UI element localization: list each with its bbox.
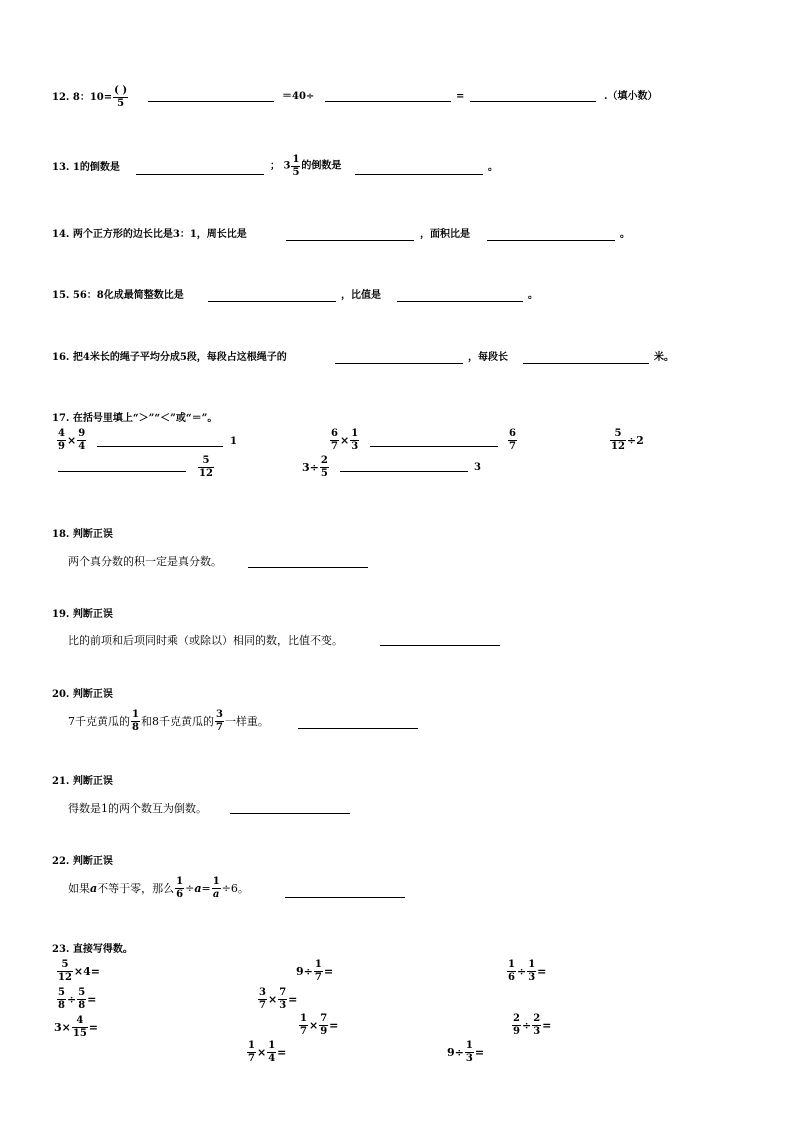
- q17-e2-rn: 6: [509, 428, 516, 439]
- q23-i4-op: ÷: [66, 993, 77, 1006]
- q12-blank-2[interactable]: [325, 101, 451, 102]
- q17-blank-4[interactable]: [340, 471, 468, 472]
- q17-e1-op: ×: [66, 434, 77, 447]
- q23-i3-op: ÷: [516, 965, 527, 978]
- q23-i10-frac: [465, 1041, 474, 1064]
- q18-number: 18.: [52, 529, 70, 540]
- q17-e1-d2: 4: [78, 441, 86, 452]
- q17-e3-n1: 5: [610, 429, 626, 441]
- q14-blank-1[interactable]: [286, 240, 414, 241]
- q23-item-1: [56, 960, 100, 983]
- q14-part2: ，面积比是: [420, 229, 470, 240]
- q22-n1: 1: [176, 876, 184, 887]
- q23-item-8: [511, 1014, 551, 1037]
- q18-text: 两个真分数的积一定是真分数。: [68, 555, 222, 568]
- q23-i3-frac1: [507, 960, 516, 983]
- q19-title: 判断正误: [72, 609, 113, 620]
- q17-e5-d1: 5: [320, 468, 328, 479]
- q22-frac1: [175, 877, 184, 900]
- q16-end: 米。: [654, 352, 674, 363]
- q23-i2-frac: [314, 960, 323, 983]
- q20-part3: 一样重。: [224, 715, 269, 728]
- q14-number: 14.: [52, 229, 70, 240]
- q20-text: [68, 710, 269, 733]
- q13-part1: 1的倒数是: [72, 162, 120, 173]
- q23-i4-n1: 5: [58, 987, 65, 998]
- q23-i4-d1: 8: [58, 1000, 65, 1011]
- q17-expr-5: [302, 456, 330, 479]
- q20-title: 判断正误: [72, 689, 113, 700]
- q23-item-10: [447, 1041, 484, 1064]
- q23-i3-d2: 3: [528, 972, 536, 983]
- q12-blank-3[interactable]: [470, 101, 596, 102]
- q23-i3-rest: =: [537, 965, 547, 978]
- q20-frac1: [131, 710, 140, 733]
- q23-i3-frac2: [527, 960, 536, 983]
- q23-i8-op: ÷: [521, 1019, 532, 1032]
- q23-i5-d2: 3: [279, 1000, 287, 1011]
- q17-e4-rn: 5: [198, 456, 214, 468]
- q23-item-2: [296, 960, 333, 983]
- q23-i3-n1: 1: [508, 959, 515, 970]
- q20-header: [52, 690, 113, 700]
- q17-e1-d1: 9: [58, 441, 65, 452]
- q23-i9-rest: =: [277, 1046, 287, 1059]
- q22-n2: 1: [212, 876, 220, 887]
- q23-i8-rest: =: [542, 1019, 552, 1032]
- q23-i1-n: 5: [57, 960, 73, 972]
- q22-var-a: a: [90, 882, 98, 895]
- q22-part3: ÷6。: [221, 882, 249, 895]
- q15-number: 15.: [52, 290, 70, 301]
- q23-item-3: [506, 960, 546, 983]
- q14-line: [52, 230, 247, 240]
- q23-i6-frac: [72, 1016, 88, 1039]
- q14-part1: 两个正方形的边长比是3：1，周长比是: [72, 229, 247, 240]
- q12-eq2: =: [456, 91, 465, 102]
- q17-blank-1[interactable]: [97, 446, 223, 447]
- q23-i8-n1: 2: [513, 1013, 520, 1024]
- q23-i9-frac2: [267, 1041, 276, 1064]
- q17-e2-n1: 6: [331, 428, 338, 439]
- q23-i5-n1: 3: [259, 987, 266, 998]
- q13-fraction: [291, 155, 300, 178]
- q15-blank-1[interactable]: [208, 301, 336, 302]
- q23-i4-n2: 5: [78, 987, 86, 998]
- q23-i5-frac1: [258, 988, 267, 1011]
- q23-i8-d2: 3: [533, 1026, 541, 1037]
- q16-number: 16.: [52, 352, 70, 363]
- q23-i5-n2: 7: [279, 987, 287, 998]
- q17-e2-op: ×: [339, 434, 350, 447]
- q21-text: 得数是1的两个数互为倒数。: [68, 802, 207, 815]
- q17-blank-2[interactable]: [370, 446, 498, 447]
- q23-i7-d2: 9: [320, 1026, 328, 1037]
- q22-text: [68, 877, 249, 900]
- q17-e1-n1: 4: [58, 428, 65, 439]
- q23-i1-d: 12: [58, 972, 72, 983]
- q19-header: [52, 610, 113, 620]
- q17-e2-d2: 3: [351, 441, 359, 452]
- q23-i4-frac1: [57, 988, 66, 1011]
- q23-number: 23.: [52, 944, 70, 955]
- q13-end: 。: [488, 162, 498, 173]
- q22-d2: a: [212, 889, 220, 900]
- q23-i3-d1: 6: [508, 972, 515, 983]
- q23-i7-frac2: [319, 1014, 328, 1037]
- q23-i5-d1: 7: [259, 1000, 266, 1011]
- q13-part2: 的倒数是: [301, 160, 342, 172]
- q23-i2-pre: 9÷: [296, 965, 313, 978]
- q23-i10-n: 1: [465, 1040, 473, 1051]
- q19-text: 比的前项和后项同时乘（或除以）相同的数，比值不变。: [68, 634, 343, 647]
- q13-fraction-den: 5: [292, 167, 300, 178]
- q16-line: [52, 353, 287, 363]
- q17-e3-op: ÷2: [626, 434, 644, 447]
- q23-i8-d1: 9: [513, 1026, 520, 1037]
- q23-i6-n: 4: [72, 1016, 88, 1028]
- q18-title: 判断正误: [72, 529, 113, 540]
- q22-part2: 不等于零，那么: [97, 882, 175, 895]
- q23-i7-frac1: [299, 1014, 308, 1037]
- q23-i6-pre: 3×: [54, 1021, 71, 1034]
- q23-i9-n2: 1: [268, 1040, 276, 1051]
- q23-i4-rest: =: [87, 993, 97, 1006]
- q23-i9-n1: 1: [248, 1040, 255, 1051]
- q23-item-6: [54, 1016, 98, 1039]
- q20-d1: 8: [132, 722, 139, 733]
- q23-title: 直接写得数。: [72, 944, 133, 955]
- q23-item-5: [257, 988, 297, 1011]
- q12-tail: .（填小数）: [604, 91, 658, 102]
- q23-i1-frac: [57, 960, 73, 983]
- q12-line: [52, 86, 129, 109]
- q23-i10-pre: 9÷: [447, 1046, 464, 1059]
- q15-line: [52, 291, 184, 301]
- q23-item-4: [56, 988, 96, 1011]
- q17-e2-frac1: [330, 429, 339, 452]
- q17-e3-d1: 12: [611, 441, 625, 452]
- q22-frac2: [212, 877, 221, 900]
- q22-part1: 如果: [68, 882, 90, 895]
- q23-i9-d1: 7: [248, 1053, 255, 1064]
- q17-e1-frac2: [77, 429, 86, 452]
- q17-blank-3[interactable]: [58, 471, 186, 472]
- q22-d1: 6: [176, 889, 184, 900]
- q15-part2: ，比值是: [341, 290, 381, 301]
- q17-e2-n2: 1: [351, 428, 359, 439]
- q17-e4-rhs: [197, 456, 215, 479]
- q23-i10-d: 3: [465, 1053, 473, 1064]
- q17-e2-d1: 7: [331, 441, 338, 452]
- q16-part2: ，每段长: [468, 352, 508, 363]
- q23-i2-n: 1: [314, 959, 322, 970]
- q20-part2: 和8千克黄瓜的: [140, 715, 214, 728]
- q21-blank[interactable]: [230, 813, 350, 814]
- q17-e1-frac1: [57, 429, 66, 452]
- q20-d2: 7: [215, 722, 223, 733]
- q20-part1: 7千克黄瓜的: [68, 715, 130, 728]
- q23-header: [52, 945, 133, 955]
- q13-number: 13.: [52, 162, 70, 173]
- q15-end: 。: [528, 290, 538, 301]
- q20-blank[interactable]: [298, 728, 418, 729]
- q16-blank-1[interactable]: [335, 363, 463, 364]
- q15-blank-2[interactable]: [397, 301, 523, 302]
- q12-number: 12.: [52, 92, 70, 103]
- q22-eq: =: [201, 882, 211, 895]
- q16-blank-2[interactable]: [523, 363, 649, 364]
- q12-eq1: ＝40÷: [282, 91, 315, 102]
- q20-number: 20.: [52, 689, 70, 700]
- q23-i10-rest: =: [474, 1046, 485, 1059]
- q17-number: 17.: [52, 413, 70, 424]
- q17-prompt: 在括号里填上“＞”“＜”或“＝”。: [72, 413, 218, 424]
- q23-i7-n2: 7: [320, 1013, 328, 1024]
- q22-blank[interactable]: [285, 897, 405, 898]
- q23-i3-n2: 1: [528, 959, 536, 970]
- q23-i8-frac2: [532, 1014, 541, 1037]
- q23-i8-n2: 2: [533, 1013, 541, 1024]
- q23-i2-rest: =: [323, 965, 334, 978]
- q23-i2-d: 7: [314, 972, 322, 983]
- q22-number: 22.: [52, 856, 70, 867]
- q23-i9-op: ×: [256, 1046, 267, 1059]
- q12-blank-1[interactable]: [148, 101, 274, 102]
- q18-header: [52, 530, 113, 540]
- q13-line-b: [270, 155, 341, 178]
- q19-number: 19.: [52, 609, 70, 620]
- q17-e3-frac: [610, 429, 626, 452]
- q20-frac2: [215, 710, 224, 733]
- q17-e5-lhs: 3÷: [302, 461, 319, 474]
- q13-sep: ；: [270, 160, 280, 172]
- q12-fraction-den: 5: [117, 98, 125, 109]
- q12-ratio: 8：10=: [72, 92, 113, 103]
- q17-expr-1: [56, 429, 87, 452]
- q23-item-9: [246, 1041, 286, 1064]
- q23-i8-frac1: [512, 1014, 521, 1037]
- q23-i7-op: ×: [308, 1019, 319, 1032]
- q17-e4-rd: 12: [199, 468, 213, 479]
- q13-fraction-num: 1: [292, 154, 300, 165]
- q22-title: 判断正误: [72, 856, 113, 867]
- q14-blank-2[interactable]: [487, 240, 615, 241]
- q14-end: 。: [620, 229, 630, 240]
- q23-i4-frac2: [77, 988, 86, 1011]
- q23-item-7: [298, 1014, 338, 1037]
- q23-i7-n1: 1: [300, 1013, 307, 1024]
- q17-e5-rhs: 3: [474, 462, 481, 473]
- q17-expr-3: [609, 429, 644, 452]
- q23-i9-frac1: [247, 1041, 256, 1064]
- q23-i5-op: ×: [267, 993, 278, 1006]
- q17-e5-frac: [320, 456, 329, 479]
- q17-e4-frac: [198, 456, 214, 479]
- q17-header: [52, 414, 217, 424]
- q13-blank-1[interactable]: [136, 174, 264, 175]
- q13-line-a: [52, 163, 120, 173]
- q19-blank[interactable]: [380, 645, 500, 646]
- q23-i9-d2: 4: [268, 1053, 276, 1064]
- q16-part1: 把4米长的绳子平均分成5段，每段占这根绳子的: [72, 352, 287, 363]
- q12-fraction-num: ( ): [114, 85, 128, 96]
- q22-div: ÷: [185, 882, 195, 895]
- q17-e2-rhs: [507, 429, 518, 452]
- q23-i4-d2: 8: [78, 1000, 86, 1011]
- q13-blank-2[interactable]: [355, 174, 483, 175]
- q21-header: [52, 777, 113, 787]
- q23-i6-rest: =: [88, 1021, 99, 1034]
- q23-i1-rest: ×4=: [73, 965, 101, 978]
- q18-blank[interactable]: [248, 567, 368, 568]
- q13-mixed-number: [283, 155, 301, 178]
- q20-n2: 3: [215, 709, 223, 720]
- q23-i6-d: 15: [72, 1028, 87, 1039]
- q17-expr-2: [329, 429, 360, 452]
- q12-fraction: [113, 86, 128, 109]
- q22-var-a2: a: [194, 882, 202, 895]
- q20-n1: 1: [132, 709, 139, 720]
- q23-i7-rest: =: [329, 1019, 339, 1032]
- q17-e2-frac2: [350, 429, 359, 452]
- q23-i7-d1: 7: [300, 1026, 307, 1037]
- q17-e1-n2: 9: [78, 428, 86, 439]
- q15-part1: 56：8化成最简整数比是: [72, 290, 184, 301]
- q21-number: 21.: [52, 776, 70, 787]
- q22-header: [52, 857, 113, 867]
- q23-i5-rest: =: [288, 993, 298, 1006]
- q17-e1-rhs: 1: [230, 436, 237, 447]
- q21-title: 判断正误: [72, 776, 113, 787]
- q23-i5-frac2: [278, 988, 287, 1011]
- q17-e2-rhs-frac: [508, 429, 517, 452]
- q13-whole: 3: [283, 160, 291, 172]
- q17-e2-rd: 7: [509, 441, 516, 452]
- q17-e5-n1: 2: [320, 455, 328, 466]
